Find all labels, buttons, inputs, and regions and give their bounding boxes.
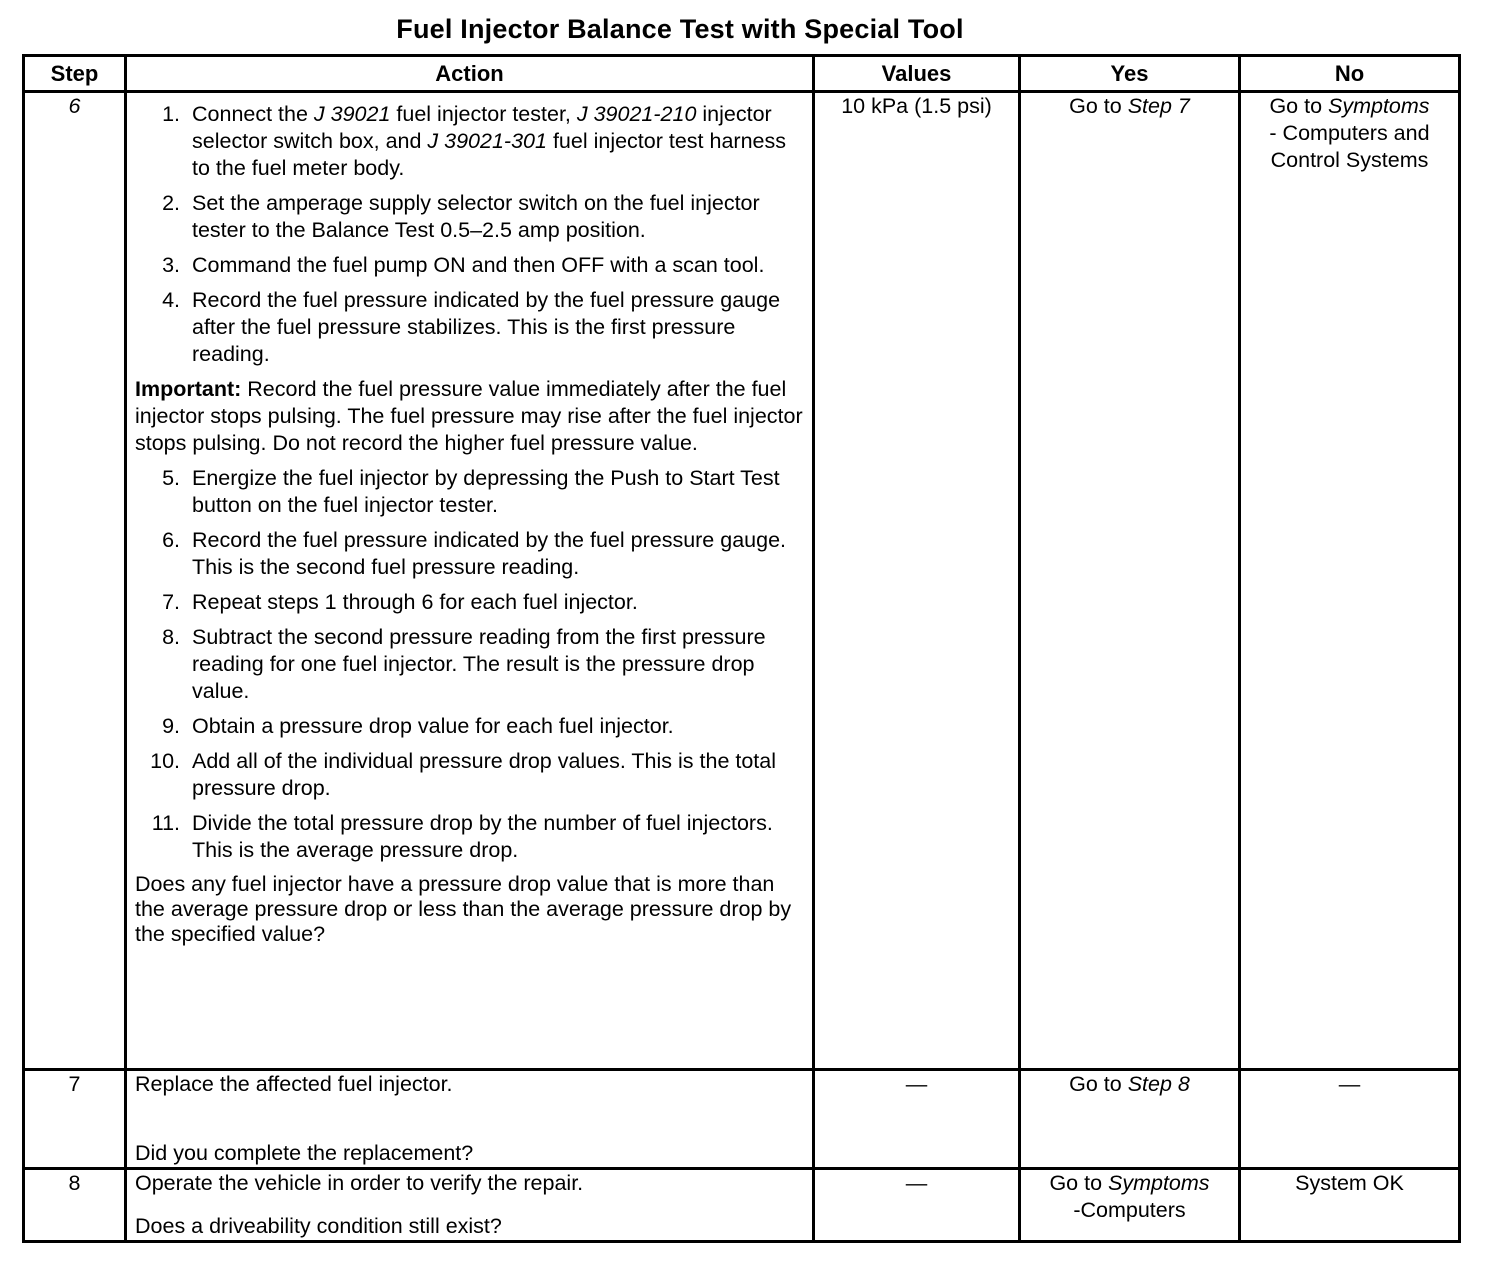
- tool-ref: J 39021-301: [427, 129, 547, 153]
- procedure-steps-a: [135, 101, 804, 368]
- action-cell: [126, 1169, 814, 1242]
- action-cell: [126, 92, 814, 1070]
- header-values: Values: [814, 56, 1020, 92]
- procedure-steps-b: [135, 465, 804, 864]
- procedure-step: 3. Command the fuel pump ON and then OFF with a scan tool.: [162, 253, 765, 277]
- procedure-step: 4. Record the fuel pressure indicated by the fuel pressure gauge after the fuel pressure stabilizes. This is the first pressure reading.: [162, 288, 781, 366]
- values-cell: —: [814, 1070, 1020, 1169]
- yes-link[interactable]: Symptoms: [1108, 1171, 1210, 1195]
- no-cell: Go to Symptoms - Computers and Control Systems: [1240, 92, 1460, 1070]
- table-header-row: [24, 56, 1460, 92]
- yes-cell: Go to Symptoms -Computers: [1020, 1169, 1240, 1242]
- important-note: Important: Record the fuel pressure value immediately after the fuel injector stops pulsing. The fuel pressure may rise after the fuel injector stops pulsing. Do not record the higher fuel pressure value.: [135, 377, 803, 455]
- table-row-step-6: [24, 92, 1460, 1070]
- procedure-step: 9. Obtain a pressure drop value for each fuel injector.: [162, 714, 674, 738]
- procedure-step: 7. Repeat steps 1 through 6 for each fuel injector.: [162, 590, 638, 614]
- tool-ref: J 39021-210: [576, 102, 697, 126]
- page-title: Fuel Injector Balance Test with Special Tool: [396, 14, 964, 44]
- action-cell: [126, 1070, 814, 1169]
- diagnostic-table: [22, 54, 1461, 1243]
- important-label: Important:: [135, 377, 242, 401]
- header-yes: Yes: [1020, 56, 1240, 92]
- tool-ref: J 39021: [313, 102, 391, 126]
- procedure-step: 8. Subtract the second pressure reading from the first pressure reading for one fuel injector. The result is the pressure drop value.: [162, 625, 766, 703]
- yes-cell: Go to Step 8: [1020, 1070, 1240, 1169]
- no-cell: System OK: [1240, 1169, 1460, 1242]
- yes-link[interactable]: Step 7: [1127, 94, 1190, 118]
- header-no: No: [1240, 56, 1460, 92]
- decision-question: Did you complete the replacement?: [135, 1141, 474, 1165]
- procedure-step: 5. Energize the fuel injector by depressing the Push to Start Test button on the fuel injector tester.: [162, 466, 780, 517]
- yes-link[interactable]: Step 8: [1127, 1072, 1190, 1096]
- table-row-step-7: [24, 1070, 1460, 1169]
- decision-question: Does a driveability condition still exist?: [135, 1214, 502, 1238]
- procedure-step: 6. Record the fuel pressure indicated by the fuel pressure gauge. This is the second fuel pressure reading.: [162, 528, 787, 579]
- table-row-step-8: [24, 1169, 1460, 1242]
- values-cell: —: [814, 1169, 1020, 1242]
- no-link[interactable]: Symptoms: [1328, 94, 1430, 118]
- step-number: 7: [24, 1070, 126, 1169]
- no-cell: —: [1240, 1070, 1460, 1169]
- decision-question: Does any fuel injector have a pressure drop value that is more than the average pressure drop or less than the average pressure drop by the specified value?: [135, 872, 792, 946]
- procedure-step: 2. Set the amperage supply selector switch on the fuel injector tester to the Balance Test 0.5–2.5 amp position.: [162, 191, 760, 242]
- header-action: Action: [126, 56, 814, 92]
- procedure-step: 11. Divide the total pressure drop by the number of fuel injectors. This is the average pressure drop.: [151, 811, 773, 862]
- procedure-step: 1. Connect the J 39021 fuel injector tester, J 39021-210 injector selector switch box, and J 39021-301 fuel injector test harness to the fuel meter body.: [162, 102, 786, 180]
- step-number: 8: [24, 1169, 126, 1242]
- action-text: Replace the affected fuel injector.: [135, 1072, 453, 1096]
- procedure-step: 10. Add all of the individual pressure drop values. This is the total pressure drop.: [150, 749, 777, 800]
- header-step: Step: [24, 56, 126, 92]
- step-number: 6: [24, 92, 126, 1070]
- yes-cell: Go to Step 7: [1020, 92, 1240, 1070]
- values-cell: 10 kPa (1.5 psi): [814, 92, 1020, 1070]
- action-text: Operate the vehicle in order to verify the repair.: [135, 1171, 584, 1195]
